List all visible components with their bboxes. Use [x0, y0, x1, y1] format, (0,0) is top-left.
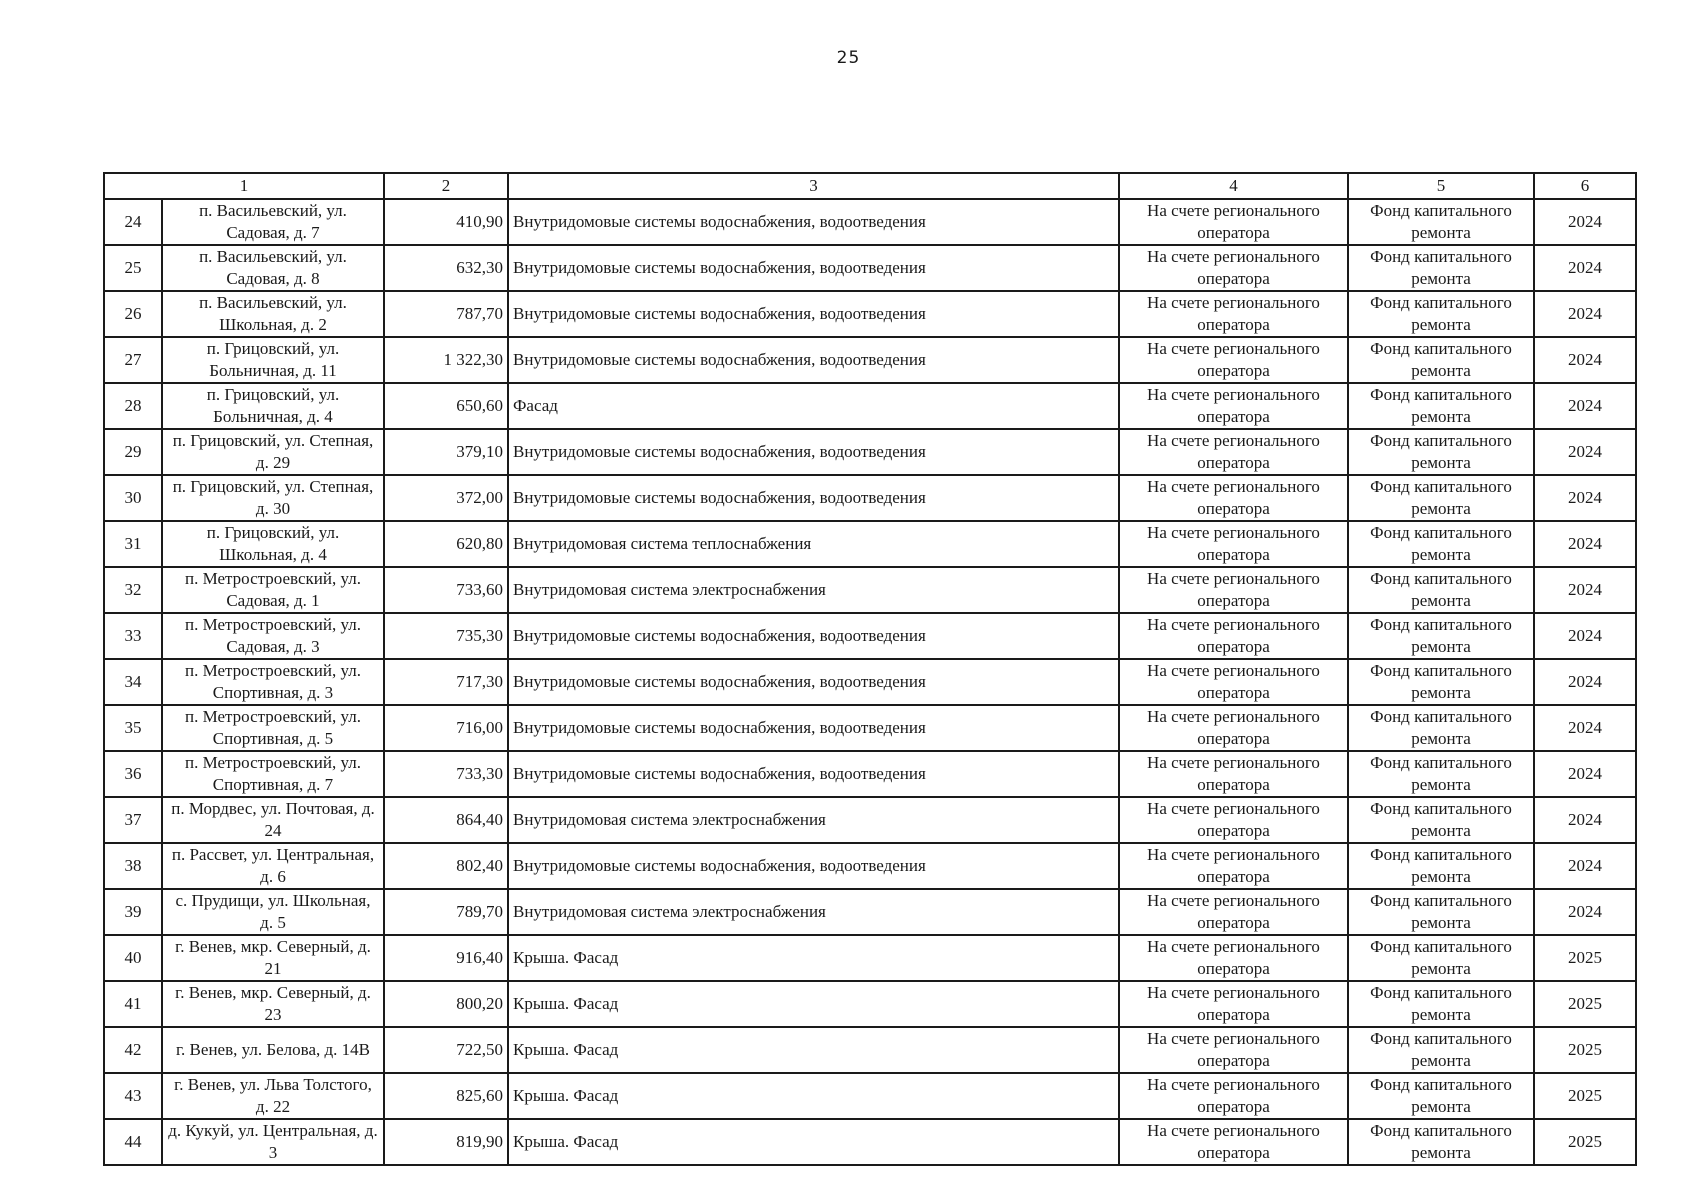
- address-cell: п. Грицовский, ул. Школьная, д. 4: [162, 521, 384, 567]
- year-cell: 2025: [1534, 1119, 1636, 1165]
- work-type-cell: Крыша. Фасад: [508, 1119, 1119, 1165]
- table-row: [104, 935, 1636, 981]
- funding-source-cell: Фонд капитального ремонта: [1348, 337, 1534, 383]
- address-cell: п. Метростроевский, ул. Спортивная, д. 5: [162, 705, 384, 751]
- year-cell: 2024: [1534, 705, 1636, 751]
- fund-account-cell: На счете регионального оператора: [1119, 1073, 1348, 1119]
- address-cell: п. Рассвет, ул. Центральная, д. 6: [162, 843, 384, 889]
- work-type-cell: Внутридомовые системы водоснабжения, водоотведения: [508, 291, 1119, 337]
- fund-account-cell: На счете регионального оператора: [1119, 613, 1348, 659]
- year-cell: 2024: [1534, 337, 1636, 383]
- address-cell: п. Васильевский, ул. Школьная, д. 2: [162, 291, 384, 337]
- work-type-cell: Крыша. Фасад: [508, 1073, 1119, 1119]
- column-header: 6: [1534, 173, 1636, 199]
- table-row: [104, 981, 1636, 1027]
- year-cell: 2024: [1534, 429, 1636, 475]
- row-number-cell: 37: [104, 797, 162, 843]
- work-type-cell: Внутридомовые системы водоснабжения, водоотведения: [508, 705, 1119, 751]
- work-type-cell: Внутридомовая система электроснабжения: [508, 797, 1119, 843]
- row-number-cell: 26: [104, 291, 162, 337]
- area-cell: 800,20: [384, 981, 508, 1027]
- work-type-cell: Внутридомовые системы водоснабжения, водоотведения: [508, 245, 1119, 291]
- work-type-cell: Крыша. Фасад: [508, 981, 1119, 1027]
- repair-schedule-table: [103, 172, 1637, 1166]
- funding-source-cell: Фонд капитального ремонта: [1348, 291, 1534, 337]
- fund-account-cell: На счете регионального оператора: [1119, 1119, 1348, 1165]
- fund-account-cell: На счете регионального оператора: [1119, 797, 1348, 843]
- fund-account-cell: На счете регионального оператора: [1119, 705, 1348, 751]
- work-type-cell: Внутридомовая система электроснабжения: [508, 889, 1119, 935]
- year-cell: 2024: [1534, 659, 1636, 705]
- fund-account-cell: На счете регионального оператора: [1119, 245, 1348, 291]
- fund-account-cell: На счете регионального оператора: [1119, 383, 1348, 429]
- funding-source-cell: Фонд капитального ремонта: [1348, 981, 1534, 1027]
- funding-source-cell: Фонд капитального ремонта: [1348, 1119, 1534, 1165]
- fund-account-cell: На счете регионального оператора: [1119, 429, 1348, 475]
- year-cell: 2024: [1534, 383, 1636, 429]
- work-type-cell: Крыша. Фасад: [508, 1027, 1119, 1073]
- area-cell: 819,90: [384, 1119, 508, 1165]
- area-cell: 733,60: [384, 567, 508, 613]
- funding-source-cell: Фонд капитального ремонта: [1348, 889, 1534, 935]
- address-cell: п. Метростроевский, ул. Спортивная, д. 3: [162, 659, 384, 705]
- address-cell: п. Грицовский, ул. Степная, д. 30: [162, 475, 384, 521]
- year-cell: 2025: [1534, 935, 1636, 981]
- year-cell: 2024: [1534, 521, 1636, 567]
- row-number-cell: 36: [104, 751, 162, 797]
- fund-account-cell: На счете регионального оператора: [1119, 475, 1348, 521]
- row-number-cell: 28: [104, 383, 162, 429]
- table-row: [104, 1073, 1636, 1119]
- table-row: [104, 475, 1636, 521]
- year-cell: 2025: [1534, 1027, 1636, 1073]
- area-cell: 372,00: [384, 475, 508, 521]
- column-header: 1: [104, 173, 384, 199]
- work-type-cell: Крыша. Фасад: [508, 935, 1119, 981]
- address-cell: п. Метростроевский, ул. Садовая, д. 3: [162, 613, 384, 659]
- year-cell: 2024: [1534, 613, 1636, 659]
- work-type-cell: Внутридомовая система теплоснабжения: [508, 521, 1119, 567]
- area-cell: 1 322,30: [384, 337, 508, 383]
- fund-account-cell: На счете регионального оператора: [1119, 521, 1348, 567]
- funding-source-cell: Фонд капитального ремонта: [1348, 521, 1534, 567]
- area-cell: 716,00: [384, 705, 508, 751]
- row-number-cell: 29: [104, 429, 162, 475]
- fund-account-cell: На счете регионального оператора: [1119, 843, 1348, 889]
- row-number-cell: 43: [104, 1073, 162, 1119]
- table-row: [104, 797, 1636, 843]
- table-row: [104, 613, 1636, 659]
- address-cell: п. Грицовский, ул. Степная, д. 29: [162, 429, 384, 475]
- funding-source-cell: Фонд капитального ремонта: [1348, 843, 1534, 889]
- row-number-cell: 31: [104, 521, 162, 567]
- year-cell: 2024: [1534, 199, 1636, 245]
- table-row: [104, 199, 1636, 245]
- year-cell: 2024: [1534, 475, 1636, 521]
- row-number-cell: 39: [104, 889, 162, 935]
- area-cell: 733,30: [384, 751, 508, 797]
- year-cell: 2024: [1534, 245, 1636, 291]
- row-number-cell: 30: [104, 475, 162, 521]
- row-number-cell: 32: [104, 567, 162, 613]
- row-number-cell: 40: [104, 935, 162, 981]
- address-cell: г. Венев, ул. Белова, д. 14В: [162, 1027, 384, 1073]
- table-row: [104, 291, 1636, 337]
- area-cell: 735,30: [384, 613, 508, 659]
- address-cell: д. Кукуй, ул. Центральная, д. 3: [162, 1119, 384, 1165]
- work-type-cell: Внутридомовые системы водоснабжения, водоотведения: [508, 843, 1119, 889]
- column-header: 4: [1119, 173, 1348, 199]
- column-header: 3: [508, 173, 1119, 199]
- year-cell: 2025: [1534, 1073, 1636, 1119]
- address-cell: с. Прудищи, ул. Школьная, д. 5: [162, 889, 384, 935]
- funding-source-cell: Фонд капитального ремонта: [1348, 199, 1534, 245]
- table-row: [104, 337, 1636, 383]
- funding-source-cell: Фонд капитального ремонта: [1348, 567, 1534, 613]
- area-cell: 722,50: [384, 1027, 508, 1073]
- table-row: [104, 659, 1636, 705]
- area-cell: 632,30: [384, 245, 508, 291]
- table-row: [104, 843, 1636, 889]
- funding-source-cell: Фонд капитального ремонта: [1348, 429, 1534, 475]
- area-cell: 787,70: [384, 291, 508, 337]
- area-cell: 717,30: [384, 659, 508, 705]
- year-cell: 2024: [1534, 291, 1636, 337]
- fund-account-cell: На счете регионального оператора: [1119, 337, 1348, 383]
- funding-source-cell: Фонд капитального ремонта: [1348, 705, 1534, 751]
- page-number: 25: [836, 48, 861, 68]
- work-type-cell: Фасад: [508, 383, 1119, 429]
- work-type-cell: Внутридомовые системы водоснабжения, водоотведения: [508, 659, 1119, 705]
- year-cell: 2024: [1534, 843, 1636, 889]
- year-cell: 2025: [1534, 981, 1636, 1027]
- row-number-cell: 38: [104, 843, 162, 889]
- area-cell: 802,40: [384, 843, 508, 889]
- row-number-cell: 24: [104, 199, 162, 245]
- row-number-cell: 44: [104, 1119, 162, 1165]
- address-cell: п. Васильевский, ул. Садовая, д. 7: [162, 199, 384, 245]
- fund-account-cell: На счете регионального оператора: [1119, 751, 1348, 797]
- year-cell: 2024: [1534, 797, 1636, 843]
- address-cell: г. Венев, мкр. Северный, д. 23: [162, 981, 384, 1027]
- year-cell: 2024: [1534, 567, 1636, 613]
- address-cell: п. Грицовский, ул. Больничная, д. 4: [162, 383, 384, 429]
- table-body: [104, 173, 1636, 1165]
- address-cell: п. Метростроевский, ул. Садовая, д. 1: [162, 567, 384, 613]
- year-cell: 2024: [1534, 751, 1636, 797]
- row-number-cell: 25: [104, 245, 162, 291]
- address-cell: п. Грицовский, ул. Больничная, д. 11: [162, 337, 384, 383]
- table-row: [104, 245, 1636, 291]
- fund-account-cell: На счете регионального оператора: [1119, 981, 1348, 1027]
- area-cell: 916,40: [384, 935, 508, 981]
- address-cell: п. Мордвес, ул. Почтовая, д. 24: [162, 797, 384, 843]
- area-cell: 789,70: [384, 889, 508, 935]
- table-row: [104, 1027, 1636, 1073]
- table-row: [104, 521, 1636, 567]
- fund-account-cell: На счете регионального оператора: [1119, 1027, 1348, 1073]
- row-number-cell: 33: [104, 613, 162, 659]
- funding-source-cell: Фонд капитального ремонта: [1348, 475, 1534, 521]
- work-type-cell: Внутридомовые системы водоснабжения, водоотведения: [508, 613, 1119, 659]
- row-number-cell: 34: [104, 659, 162, 705]
- funding-source-cell: Фонд капитального ремонта: [1348, 245, 1534, 291]
- table-row: [104, 705, 1636, 751]
- area-cell: 620,80: [384, 521, 508, 567]
- area-cell: 410,90: [384, 199, 508, 245]
- row-number-cell: 35: [104, 705, 162, 751]
- funding-source-cell: Фонд капитального ремонта: [1348, 1027, 1534, 1073]
- table-row: [104, 1119, 1636, 1165]
- row-number-cell: 42: [104, 1027, 162, 1073]
- address-cell: п. Васильевский, ул. Садовая, д. 8: [162, 245, 384, 291]
- fund-account-cell: На счете регионального оператора: [1119, 199, 1348, 245]
- area-cell: 650,60: [384, 383, 508, 429]
- row-number-cell: 27: [104, 337, 162, 383]
- table-row: [104, 429, 1636, 475]
- funding-source-cell: Фонд капитального ремонта: [1348, 383, 1534, 429]
- funding-source-cell: Фонд капитального ремонта: [1348, 935, 1534, 981]
- fund-account-cell: На счете регионального оператора: [1119, 659, 1348, 705]
- area-cell: 379,10: [384, 429, 508, 475]
- funding-source-cell: Фонд капитального ремонта: [1348, 659, 1534, 705]
- column-header: 5: [1348, 173, 1534, 199]
- address-cell: г. Венев, ул. Льва Толстого, д. 22: [162, 1073, 384, 1119]
- work-type-cell: Внутридомовые системы водоснабжения, водоотведения: [508, 475, 1119, 521]
- work-type-cell: Внутридомовые системы водоснабжения, водоотведения: [508, 337, 1119, 383]
- address-cell: г. Венев, мкр. Северный, д. 21: [162, 935, 384, 981]
- work-type-cell: Внутридомовая система электроснабжения: [508, 567, 1119, 613]
- fund-account-cell: На счете регионального оператора: [1119, 291, 1348, 337]
- funding-source-cell: Фонд капитального ремонта: [1348, 797, 1534, 843]
- funding-source-cell: Фонд капитального ремонта: [1348, 751, 1534, 797]
- table-row: [104, 751, 1636, 797]
- funding-source-cell: Фонд капитального ремонта: [1348, 613, 1534, 659]
- table-row: [104, 567, 1636, 613]
- fund-account-cell: На счете регионального оператора: [1119, 935, 1348, 981]
- fund-account-cell: На счете регионального оператора: [1119, 567, 1348, 613]
- table-row: [104, 383, 1636, 429]
- address-cell: п. Метростроевский, ул. Спортивная, д. 7: [162, 751, 384, 797]
- area-cell: 864,40: [384, 797, 508, 843]
- work-type-cell: Внутридомовые системы водоснабжения, водоотведения: [508, 429, 1119, 475]
- work-type-cell: Внутридомовые системы водоснабжения, водоотведения: [508, 199, 1119, 245]
- year-cell: 2024: [1534, 889, 1636, 935]
- funding-source-cell: Фонд капитального ремонта: [1348, 1073, 1534, 1119]
- column-header: 2: [384, 173, 508, 199]
- column-number-header-row: [104, 173, 1636, 199]
- work-type-cell: Внутридомовые системы водоснабжения, водоотведения: [508, 751, 1119, 797]
- table-row: [104, 889, 1636, 935]
- area-cell: 825,60: [384, 1073, 508, 1119]
- fund-account-cell: На счете регионального оператора: [1119, 889, 1348, 935]
- row-number-cell: 41: [104, 981, 162, 1027]
